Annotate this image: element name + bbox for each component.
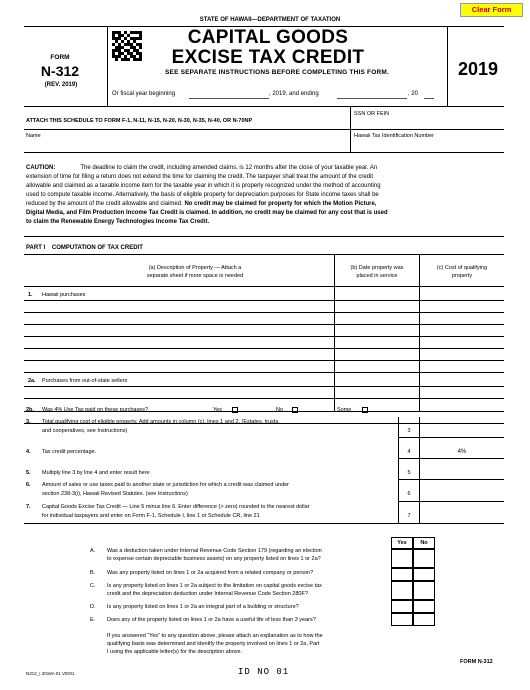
line4-box-number: 4 — [407, 449, 411, 455]
question-c-yes-box[interactable] — [391, 581, 413, 600]
question-b-yes-box[interactable] — [391, 568, 413, 581]
col-a-header-1: (a) Description of Property — Attach a — [148, 265, 242, 271]
caution-block — [26, 164, 506, 227]
question-c-text-1: Is any property listed on lines 1 or 2a subject to the limitation on capital goods excise tax — [107, 583, 322, 589]
form-revision: (REV. 2019) — [44, 82, 78, 88]
explanation-text-3: I using the applicable letter(s) for the description above. — [107, 649, 243, 655]
fiscal-year-end: , 20 — [408, 91, 419, 97]
caution-line6: Digital Media, and Film Production Income Tax Credit is claimed. In addition, no credit may be claimed for any cost that is used — [26, 210, 388, 216]
line7-label-1: Capital Goods Excise Tax Credit — Line 5 minus line 6. Enter difference (> zero) rounded to the nearest dollar — [42, 504, 310, 510]
line2a-number: 2a. — [28, 378, 36, 384]
line3-label-1: Total qualifying cost of eligible property. Add amounts in column (c), lines 1 and 2. (Estates, trusts, — [42, 419, 280, 425]
line3-box-number: 3 — [407, 428, 411, 434]
caution-line1: The deadline to claim the credit, including amended claims, is 12 months after the close of your taxable year. An — [80, 165, 378, 171]
question-c-label: C. — [90, 583, 96, 589]
tax-year: 2019 — [457, 59, 499, 79]
line6-amount-field[interactable] — [421, 482, 503, 500]
use-tax-yes-checkbox[interactable] — [232, 407, 238, 413]
fiscal-year-suffix-field[interactable] — [424, 98, 434, 99]
fiscal-year-label: Or fiscal year beginning — [112, 91, 176, 97]
line3-amount-field[interactable] — [421, 419, 503, 437]
question-e-text: Does any of the property listed on lines 1 or 2a have a useful life of less than 3 years? — [107, 617, 316, 623]
question-a-no-box[interactable] — [413, 549, 435, 568]
footer-id-number: ID NO 01 — [238, 667, 290, 677]
line4-label: Tax credit percentage. — [42, 449, 97, 455]
form-label: FORM — [50, 54, 70, 61]
caution-line3: allowable and claimed as a taxable income item for the taxable year in which it is properly recognized under the method of accounting — [26, 183, 381, 189]
question-e-no-box[interactable] — [413, 613, 435, 626]
name-field[interactable] — [26, 140, 346, 150]
line2b-number: 2b. — [26, 407, 34, 413]
line6-box-number: 6 — [407, 491, 411, 497]
footer-form-name: FORM N-312 — [460, 659, 493, 665]
caution-line7: to claim the Renewable Energy Technologies Income Tax Credit. — [26, 219, 210, 225]
name-label: Name — [26, 133, 41, 139]
line7-box-number: 7 — [407, 513, 411, 519]
line6-label-1: Amount of sales or use taxes paid to another state or jurisdiction for which a credit was claimed under — [42, 482, 290, 488]
question-d-label: D. — [90, 604, 96, 610]
instructions-note: SEE SEPARATE INSTRUCTIONS BEFORE COMPLETING THIS FORM. — [165, 69, 389, 76]
question-c-text-2: credit and the depreciation deduction under Internal Revenue Code Section 280F? — [107, 591, 308, 597]
question-d-text: Is any property listed on lines 1 or 2a an integral part of a building or structure? — [107, 604, 299, 610]
question-a-text-2: to expense certain depreciable business assets) on any property listed on lines 1 or 2a? — [107, 556, 321, 562]
question-e-label: E. — [90, 617, 96, 623]
question-b-no-box[interactable] — [413, 568, 435, 581]
question-d-no-box[interactable] — [413, 600, 435, 613]
use-tax-some-checkbox[interactable] — [362, 407, 368, 413]
question-b-text: Was any property listed on lines 1 or 2a acquired from a related company or person? — [107, 570, 314, 576]
explanation-text-2: qualifying basis was determined and identify the property involved on lines 1 or 2a, Part — [107, 641, 320, 647]
line5-box-number: 5 — [407, 470, 411, 476]
line4-percentage: 4% — [457, 449, 467, 455]
yes-column-header: Yes — [397, 540, 407, 546]
caution-line5: reduced by the amount of the credit allowable and claimed. — [26, 201, 183, 207]
line6-number: 6. — [26, 482, 31, 488]
col-c-header-1: (c) Cost of qualifying — [436, 265, 488, 271]
col-a-header-2: separate sheet if more space is needed — [146, 273, 244, 279]
form-title-line1: CAPITAL GOODS — [187, 27, 349, 48]
fiscal-begin-field[interactable] — [189, 98, 269, 99]
no-column-header: No — [420, 540, 428, 546]
fiscal-end-field[interactable] — [337, 98, 407, 99]
col-b-header-2: placed in service — [356, 273, 398, 279]
caution-line4: used to compute taxable income. Alternatively, the basis of eligible property for depreciation purposes for State income taxes shall be — [26, 192, 379, 198]
hawaii-id-label: Hawaii Tax Identification Number — [354, 133, 434, 139]
agency-heading: STATE OF HAWAII—DEPARTMENT OF TAXATION — [199, 17, 341, 23]
question-a-label: A. — [90, 548, 96, 554]
line5-label: Multiply line 3 by line 4 and enter result here — [42, 470, 150, 476]
clear-form-button[interactable]: Clear Form — [460, 3, 523, 17]
caution-line5-bold: No credit may be claimed for property for which the Motion Picture, — [184, 201, 377, 207]
fiscal-year-mid: , 2019, and ending — [269, 91, 319, 97]
footer-form-code: N312_I 2019A 01 VID01 — [26, 671, 75, 676]
question-b-label: B. — [90, 570, 96, 576]
line7-amount-field[interactable] — [421, 503, 503, 521]
form-title-line2: EXCISE TAX CREDIT — [171, 47, 365, 68]
line7-number: 7. — [26, 504, 31, 510]
question-c-no-box[interactable] — [413, 581, 435, 600]
line7-label-2: for individual taxpayers and enter on Form F-1, Schedule I, line 1 or Schedule CR, line 21 — [42, 513, 260, 519]
out-of-state-purchases-rows[interactable] — [26, 387, 332, 422]
caution-line2: extension of time for filing a return does not extend the time for claiming the credit. The taxpayer shall treat the amount of the credit — [26, 174, 374, 180]
use-tax-no-checkbox[interactable] — [292, 407, 298, 413]
attach-instruction: ATTACH THIS SCHEDULE TO FORM F-1, N-11, N-15, N-20, N-30, N-35, N-40, OR N-70NP — [26, 118, 253, 124]
question-a-text-1: Was a deduction taken under Internal Revenue Code Section 179 (regarding an election — [107, 548, 322, 554]
question-e-yes-box[interactable] — [391, 613, 413, 626]
qr-code — [112, 31, 142, 61]
col-c-header-2: property — [451, 273, 473, 279]
line2a-label: Purchases from out-of-state sellers — [42, 378, 128, 384]
use-tax-yes-label: Yes — [213, 407, 222, 413]
line4-number: 4. — [26, 449, 31, 455]
question-d-yes-box[interactable] — [391, 600, 413, 613]
col-b-header-1: (b) Date property was — [350, 265, 404, 271]
ssn-field[interactable] — [352, 118, 502, 128]
hawaii-id-field[interactable] — [352, 140, 502, 150]
hawaii-purchases-rows[interactable] — [26, 301, 332, 371]
use-tax-no-label: No — [276, 407, 284, 413]
ssn-label: SSN OR FEIN — [354, 111, 390, 117]
caution-label: CAUTION: — [26, 165, 56, 171]
line1-number: 1. — [28, 292, 33, 298]
part1-title: PART I COMPUTATION OF TAX CREDIT — [26, 245, 143, 251]
line2b-label: Was 4% Use Tax paid on these purchases? — [42, 407, 149, 413]
explanation-text-1: If you answered “Yes” to any question above, please attach an explanation as to how the — [107, 633, 323, 639]
line5-number: 5. — [26, 470, 31, 476]
line1-label: Hawaii purchases — [42, 292, 86, 298]
line3-number: 3. — [26, 419, 31, 425]
question-a-yes-box[interactable] — [391, 549, 413, 568]
line3-label-2: and cooperatives, see Instructions) — [42, 428, 128, 434]
use-tax-some-label: Some — [337, 407, 352, 413]
line5-amount-field[interactable] — [421, 462, 503, 477]
line6-label-2: section 238-3(i), Hawaii Revised Statutes. (see Instructions) — [42, 491, 188, 497]
form-number: N-312 — [40, 63, 80, 79]
